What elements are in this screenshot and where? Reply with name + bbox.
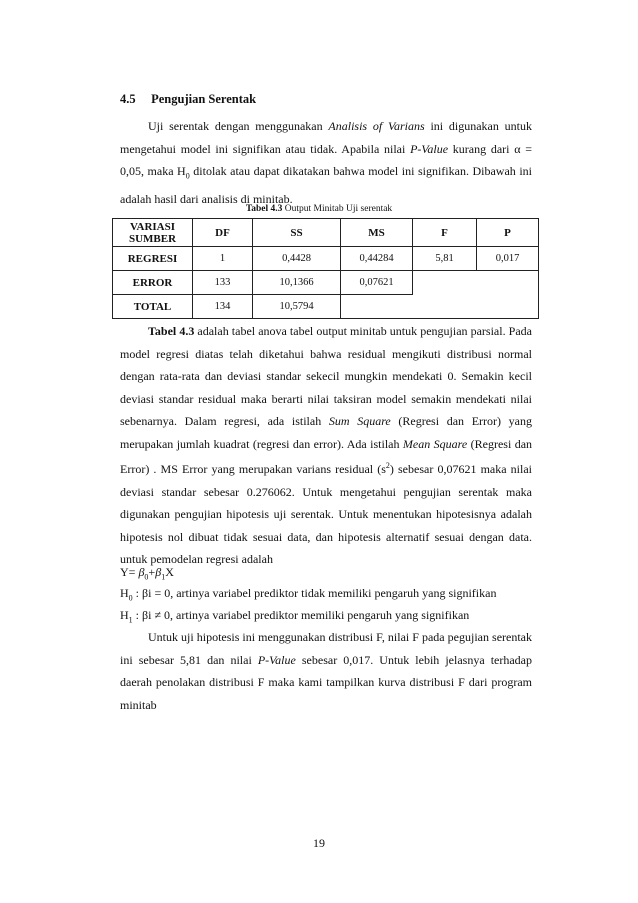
table-cell: 134 <box>193 295 253 319</box>
table-cell: 133 <box>193 271 253 295</box>
text-run: sebesar 0,017. Untuk lebih jelasnya terhadap daerah penolakan distribusi F maka kami tampilkan kurva distribusi F dari program minitab <box>120 652 533 712</box>
header-cell: P <box>477 219 539 247</box>
table-cell <box>413 271 539 295</box>
analysis-paragraph <box>120 320 532 571</box>
table-cell: 5,81 <box>413 247 477 271</box>
text-run: ini digunakan untuk mengetahui model ini signifikan atau tidak. Apabila nilai <box>120 119 532 156</box>
h-symbol: H <box>120 608 129 622</box>
text-run: ditolak atau dapat dikatakan bahwa model ini signifikan. Dibawah ini adalah hasil dari analisis di minitab. <box>120 164 532 206</box>
page-number: 19 <box>313 836 325 850</box>
table-row <box>113 247 539 271</box>
section-heading <box>120 92 256 107</box>
italic-term: P-Value <box>257 652 296 667</box>
subscript: 0 <box>185 171 190 181</box>
text-run: Uji serentak dengan menggunakan <box>148 119 329 133</box>
text-run: Untuk uji hipotesis ini menggunakan distribusi F, nilai F pada pegujian serentak ini sebesar 5,81 dan nilai <box>120 630 532 667</box>
header-cell: MS <box>341 219 413 247</box>
italic-term: Mean Square <box>402 436 468 451</box>
table-cell: 0,017 <box>477 247 539 271</box>
table-cell <box>341 295 539 319</box>
table-cell: 10,5794 <box>253 295 341 319</box>
table-cell: 0,4428 <box>253 247 341 271</box>
anova-table <box>112 218 539 319</box>
header-cell: VARIASI SUMBER <box>113 219 193 247</box>
superscript: 2 <box>385 461 390 470</box>
conclusion-paragraph <box>120 626 532 716</box>
section-title: Pengujian Serentak <box>151 92 257 106</box>
text-run: kurang dari α = 0,05, maka H <box>120 141 532 178</box>
caption-text: Output Minitab Uji serentak <box>282 204 393 214</box>
table-row <box>113 271 539 295</box>
alternative-hypothesis <box>120 608 469 624</box>
row-label: TOTAL <box>113 295 193 319</box>
header-cell: SS <box>253 219 341 247</box>
section-number: 4.5 <box>120 92 136 106</box>
plus-sign: + <box>148 565 156 579</box>
text-run: adalah tabel anova tabel output minitab untuk pengujian parsial. Pada model regresi diatas telah diketahui bahwa residual mengikuti distribusi normal dengan rata-rata dan deviasi standar sekecil mungkin mendekati 0. Semakin kecil deviasi standar residual maka berarti nilai taksiran model semakin mendekati nilai sebenarnya. Dalam regresi, ada istilah <box>120 324 532 428</box>
subscript: 0 <box>144 572 149 582</box>
caption-label: Tabel 4.3 <box>245 204 283 214</box>
table-cell: 1 <box>193 247 253 271</box>
subscript: 1 <box>128 615 133 625</box>
beta-symbol: β <box>138 565 145 579</box>
row-label: REGRESI <box>113 247 193 271</box>
hypothesis-text: : βi ≠ 0, artinya variabel prediktor memiliki pengaruh yang signifikan <box>132 608 470 622</box>
italic-term: Analisis of Varians <box>328 119 425 133</box>
text-run: (Regresi dan Error) . MS Error yang merupakan varians residual (s <box>120 436 533 476</box>
null-hypothesis <box>120 586 496 602</box>
bold-term: Tabel 4.3 <box>148 324 195 338</box>
text-run: (Regresi dan Error) yang merupakan jumlah kuadrat (regresi dan error). Ada istilah <box>120 414 532 451</box>
table-row <box>113 295 539 319</box>
italic-term: Sum Square <box>328 414 391 428</box>
intro-paragraph <box>120 115 532 210</box>
hypothesis-text: : βi = 0, artinya variabel prediktor tidak memiliki pengaruh yang signifikan <box>132 586 497 600</box>
table-header-row <box>113 219 539 247</box>
subscript: 0 <box>128 593 133 603</box>
header-cell: DF <box>193 219 253 247</box>
eq-lhs: Y= <box>120 565 139 579</box>
table-cell: 10,1366 <box>253 271 341 295</box>
subscript: 1 <box>161 572 166 582</box>
italic-term: P-Value <box>410 141 449 156</box>
beta-symbol: β <box>155 565 162 579</box>
text-run: ) sebesar 0,07621 maka nilai deviasi standar sebesar 0.276062. Untuk mengetahui pengujian serentak maka digunakan pengujian hipotesis uji serentak. Untuk menentukan hipotesisnya adalah hipotesis nol dibuat tidak sesuai data, dan hipotesis alternatif sesuai dengan data. untuk pemodelan regresi adalah <box>120 462 532 566</box>
table-cell: 0,44284 <box>341 247 413 271</box>
table-caption <box>0 204 638 214</box>
h-symbol: H <box>120 586 129 600</box>
regression-equation <box>120 565 174 581</box>
row-label: ERROR <box>113 271 193 295</box>
header-cell: F <box>413 219 477 247</box>
eq-variable: X <box>165 565 174 579</box>
table-cell: 0,07621 <box>341 271 413 295</box>
